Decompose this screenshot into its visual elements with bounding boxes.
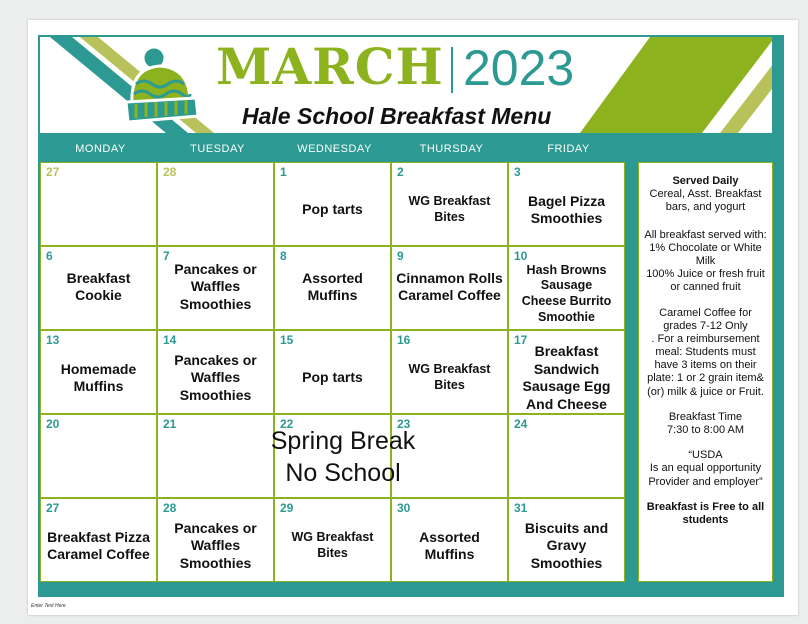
served-with-text: All breakfast served with: 1% Chocolate or White Milk 100% Juice or fresh fruit or canned fruit xyxy=(644,228,767,294)
day-menu: Breakfast Pizza Caramel Coffee xyxy=(47,528,150,562)
day-menu: Breakfast Sandwich Sausage Egg And Cheese xyxy=(522,343,611,412)
day-menu: Assorted Muffins xyxy=(419,528,480,562)
calendar-day xyxy=(274,162,391,246)
spring-break-banner: Spring Break No School xyxy=(270,427,416,487)
winter-hat-icon xyxy=(122,44,202,128)
footer-text: Enter Text Here xyxy=(31,603,66,609)
calendar-day xyxy=(508,330,625,414)
day-number: 23 xyxy=(397,417,411,431)
title-divider xyxy=(451,47,453,93)
calendar-day xyxy=(274,330,391,414)
calendar-day xyxy=(391,330,508,414)
calendar-day xyxy=(40,414,157,498)
calendar-day xyxy=(157,162,274,246)
day-number: 30 xyxy=(397,501,411,515)
day-number: 1 xyxy=(280,165,287,179)
calendar-day xyxy=(508,414,625,498)
calendar-day xyxy=(391,246,508,330)
day-number: 9 xyxy=(397,249,404,263)
title-month: MARCH xyxy=(216,37,444,96)
day-number: 28 xyxy=(163,501,177,515)
calendar-day xyxy=(40,498,157,582)
day-number: 17 xyxy=(514,333,528,347)
calendar-day xyxy=(508,162,625,246)
calendar-day xyxy=(508,246,625,330)
day-number: 16 xyxy=(397,333,411,347)
day-number: 14 xyxy=(163,333,177,347)
calendar-day xyxy=(391,162,508,246)
day-number: 21 xyxy=(163,417,177,431)
day-header-monday: MONDAY xyxy=(75,143,126,155)
calendar-day xyxy=(274,498,391,582)
day-menu: Pop tarts xyxy=(302,369,363,386)
calendar-day xyxy=(157,498,274,582)
day-header-friday: FRIDAY xyxy=(547,143,590,155)
day-menu: Pancakes or Waffles Smoothies xyxy=(174,351,257,403)
served-daily-title: Served Daily xyxy=(672,175,739,187)
day-menu: WG Breakfast Bites xyxy=(408,362,491,392)
day-menu: Cinnamon Rolls Caramel Coffee xyxy=(396,269,503,303)
day-menu: Biscuits and Gravy Smoothies xyxy=(524,519,609,571)
free-breakfast-note: Breakfast is Free to all students xyxy=(646,500,765,526)
day-menu: Assorted Muffins xyxy=(302,269,363,303)
caramel-coffee-note: Caramel Coffee for grades 7-12 Only . For a reimbursement meal: Students must have 3 items on their plate: 1 or 2 grain item& (or) milk & juice or Fruit. xyxy=(647,306,764,398)
day-menu: Bagel Pizza Smoothies xyxy=(527,192,606,226)
day-menu: WG Breakfast Bites xyxy=(291,530,374,560)
day-number: 28 xyxy=(163,165,177,179)
day-number: 3 xyxy=(514,165,521,179)
day-number: 22 xyxy=(280,417,294,431)
day-header-tuesday: TUESDAY xyxy=(190,143,245,155)
day-number: 31 xyxy=(514,501,528,515)
calendar-day xyxy=(157,246,274,330)
day-menu xyxy=(158,177,273,243)
day-menu xyxy=(41,177,156,243)
day-number: 27 xyxy=(46,501,60,515)
day-number: 7 xyxy=(163,249,170,263)
day-menu: Pancakes or Waffles Smoothies xyxy=(174,260,257,312)
day-menu: Breakfast Cookie xyxy=(66,269,131,303)
day-number: 6 xyxy=(46,249,53,263)
day-number: 8 xyxy=(280,249,287,263)
calendar-day xyxy=(40,330,157,414)
calendar-day xyxy=(391,498,508,582)
breakfast-time: Breakfast Time 7:30 to 8:00 AM xyxy=(666,410,745,436)
menu-subtitle: Hale School Breakfast Menu xyxy=(242,103,552,129)
day-number: 13 xyxy=(46,333,60,347)
day-menu: Pop tarts xyxy=(302,201,363,218)
calendar-day xyxy=(274,246,391,330)
day-header-wednesday: WEDNESDAY xyxy=(297,143,372,155)
calendar-day xyxy=(40,246,157,330)
day-number: 15 xyxy=(280,333,294,347)
day-header-thursday: THURSDAY xyxy=(419,143,484,155)
calendar-day xyxy=(40,162,157,246)
day-menu: WG Breakfast Bites xyxy=(408,194,491,224)
day-menu: Homemade Muffins xyxy=(60,360,137,394)
day-menu: Pancakes or Waffles Smoothies xyxy=(174,519,257,571)
day-number: 20 xyxy=(46,417,60,431)
day-number: 29 xyxy=(280,501,294,515)
title-year: 2023 xyxy=(463,40,575,96)
usda-statement: “USDA Is an equal opportunity Provider and employer” xyxy=(648,449,763,488)
day-number: 2 xyxy=(397,165,404,179)
day-menu: Hash Browns Sausage Cheese Burrito Smoothie xyxy=(521,262,612,324)
served-daily-text: Cereal, Asst. Breakfast bars, and yogurt xyxy=(649,188,762,214)
day-number: 27 xyxy=(46,165,60,179)
day-number: 10 xyxy=(514,249,528,263)
calendar-day xyxy=(157,330,274,414)
day-number: 24 xyxy=(514,417,528,431)
calendar-day xyxy=(508,498,625,582)
info-sidebar xyxy=(638,162,773,582)
calendar-grid xyxy=(40,162,625,582)
